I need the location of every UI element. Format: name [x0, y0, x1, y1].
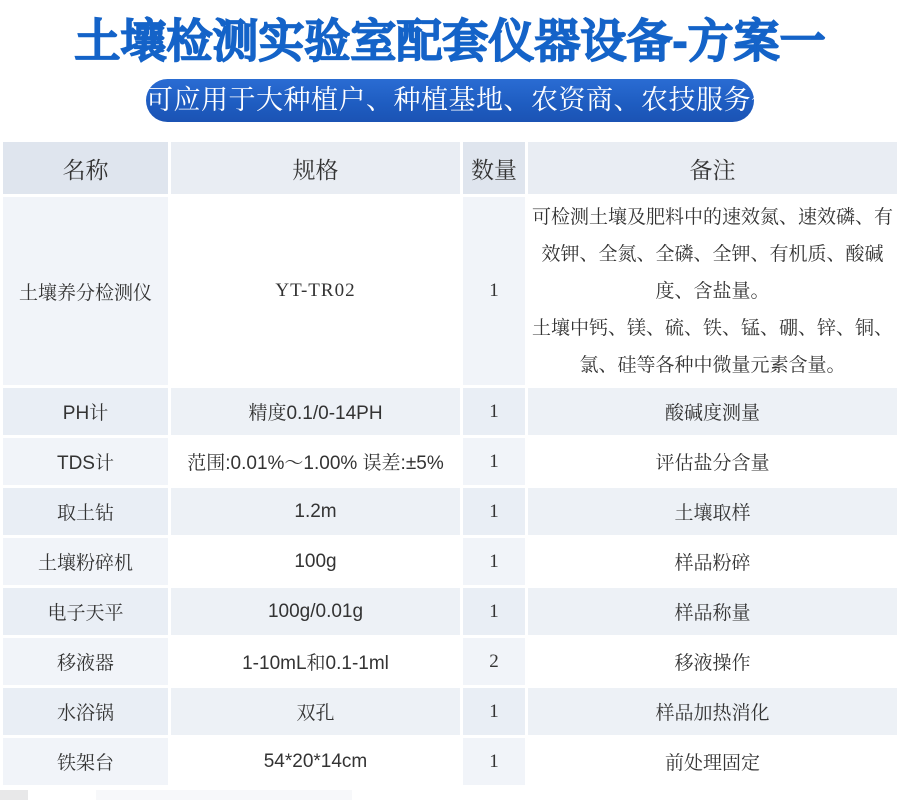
cell-spec: 1.2m — [171, 488, 460, 535]
cell-qty: 1 — [463, 738, 525, 785]
table-row — [3, 488, 897, 535]
cell-note: 酸碱度测量 — [528, 388, 897, 435]
table-row — [3, 738, 897, 785]
cell-spec: 100g — [171, 538, 460, 585]
subtitle-banner: 可应用于大种植户、种植基地、农资商、农技服务公司等 — [146, 79, 754, 122]
page-header — [0, 0, 900, 122]
cell-name: 土壤养分检测仪 — [3, 197, 168, 385]
header-note: 备注 — [528, 142, 897, 194]
header-name: 名称 — [3, 142, 168, 194]
cell-note: 土壤取样 — [528, 488, 897, 535]
table-row — [3, 588, 897, 635]
cell-name: 电子天平 — [3, 588, 168, 635]
cell-note: 样品称量 — [528, 588, 897, 635]
cell-spec: 范围:0.01%～1.00% 误差:±5% — [171, 438, 460, 485]
cell-spec: 精度0.1/0-14PH — [171, 388, 460, 435]
cell-name: 水浴锅 — [3, 688, 168, 735]
cell-qty: 1 — [463, 388, 525, 435]
header-qty: 数量 — [463, 142, 525, 194]
cell-note: 样品加热消化 — [528, 688, 897, 735]
cell-spec: 双孔 — [171, 688, 460, 735]
cell-name: 取土钻 — [3, 488, 168, 535]
cell-qty: 1 — [463, 688, 525, 735]
cell-qty: 1 — [463, 588, 525, 635]
table-row — [3, 438, 897, 485]
header-spec: 规格 — [171, 142, 460, 194]
cell-qty: 1 — [463, 488, 525, 535]
cell-note: 样品粉碎 — [528, 538, 897, 585]
table-row — [3, 197, 897, 385]
next-row-peek — [0, 790, 900, 800]
cell-spec: 1-10mL和0.1-1ml — [171, 638, 460, 685]
cell-name: 移液器 — [3, 638, 168, 685]
cell-name: PH计 — [3, 388, 168, 435]
cell-qty: 1 — [463, 197, 525, 385]
table-row — [3, 538, 897, 585]
equipment-table — [0, 139, 900, 788]
cell-spec-model: YT-TR02 — [171, 197, 460, 385]
cell-qty: 1 — [463, 538, 525, 585]
cell-note — [528, 197, 897, 385]
note-paragraph-1: 可检测土壤及肥料中的速效氮、速效磷、有效钾、全氮、全磷、全钾、有机质、酸碱度、含盐量。 — [531, 206, 893, 302]
next-row-spec-cell-peek — [96, 790, 352, 800]
cell-name: 土壤粉碎机 — [3, 538, 168, 585]
cell-name: TDS计 — [3, 438, 168, 485]
next-row-name-cell-peek — [0, 790, 28, 800]
cell-spec: 54*20*14cm — [171, 738, 460, 785]
cell-qty: 2 — [463, 638, 525, 685]
cell-note: 评估盐分含量 — [528, 438, 897, 485]
cell-qty: 1 — [463, 438, 525, 485]
table-header-row — [3, 142, 897, 194]
table-row — [3, 688, 897, 735]
cell-note: 移液操作 — [528, 638, 897, 685]
cell-name: 铁架台 — [3, 738, 168, 785]
page-title: 土壤检测实验室配套仪器设备-方案一 — [74, 15, 826, 67]
cell-spec: 100g/0.01g — [171, 588, 460, 635]
table-row — [3, 388, 897, 435]
table-row — [3, 638, 897, 685]
cell-note: 前处理固定 — [528, 738, 897, 785]
note-paragraph-2: 土壤中钙、镁、硫、铁、锰、硼、锌、铜、氯、硅等各种中微量元素含量。 — [531, 317, 893, 376]
